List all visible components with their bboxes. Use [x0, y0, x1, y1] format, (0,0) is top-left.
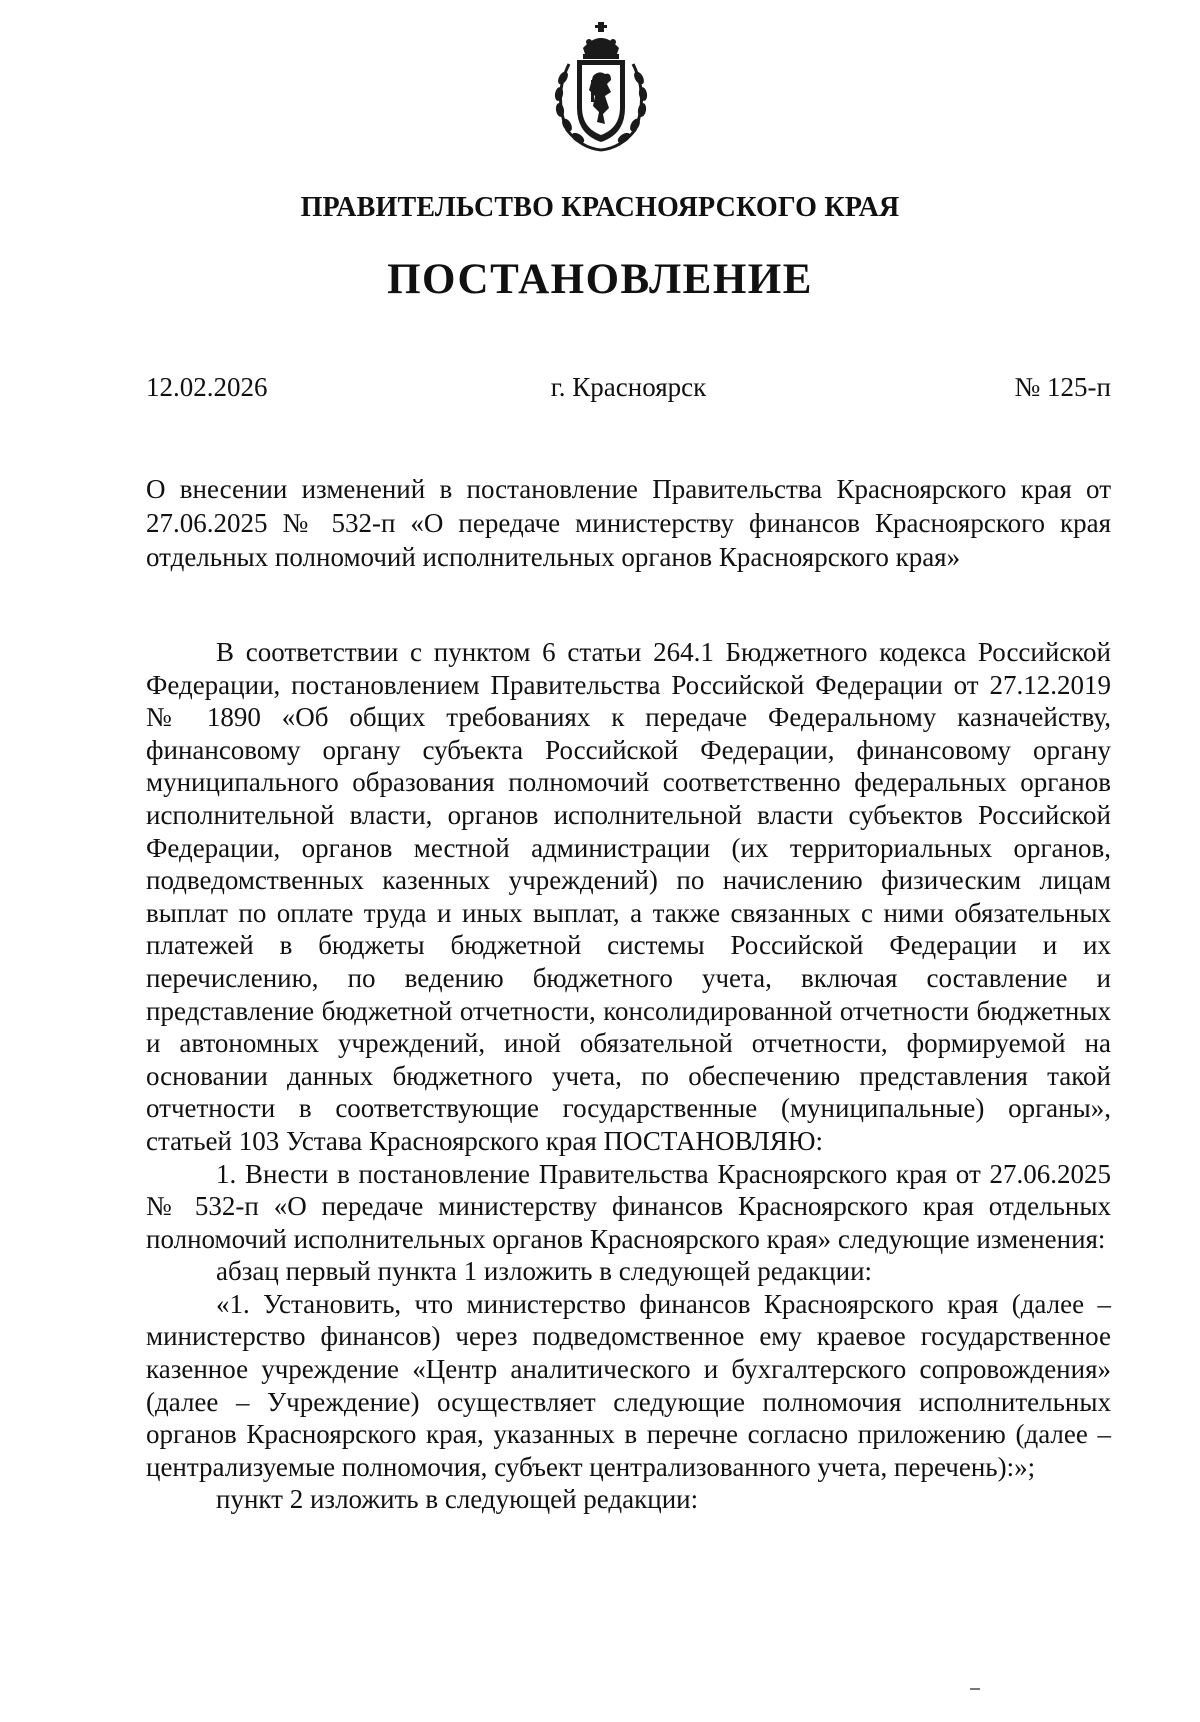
body-paragraph: «1. Установить, что министерство финансов Красноярского края (далее – министерство финансов) через подведомственное ему краевое государственное казенное учреждение «Центр аналитического и бухгалтерского сопровождения» (далее – Учреждение) осуществляет следующие полномочия исполнительных органов Красноярского края, указанных в перечне согласно приложению (далее – централизуемые полномочия, субъект централизованного учета, перечень):»; — [146, 1288, 1111, 1482]
coat-of-arms-emblem — [545, 18, 657, 156]
body-paragraph: В соответствии с пунктом 6 статьи 264.1 Бюджетного кодекса Российской Федерации, постановлением Правительства Российской Федерации от 27.12.2019 № 1890 «Об общих требованиях к передаче Федеральному казначейству, финансовому органу субъекта Российской Федерации, финансовому органу муниципального образования полномочий соответственно федеральных органов исполнительной власти, органов исполнительной власти субъектов Российской Федерации, органов местной администрации (их территориальных органов, подведомственных казенных учреждений) по начислению физическим лицам выплат по оплате труда и иных выплат, а также связанных с ними обязательных платежей в бюджеты бюджетной системы Российской Федерации и их перечислению, по ведению бюджетного учета, включая составление и представление бюджетной отчетности, консолидированной отчетности бюджетных и автономных учреждений, иной обязательной отчетности, формируемой на основании данных бюджетного учета, по обеспечению представления такой отчетности в соответствующие государственные (муниципальные) органы», статьей 103 Устава Красноярского края ПОСТАНОВЛЯЮ: — [146, 637, 1111, 1156]
document-number: № 125-п — [1014, 372, 1111, 402]
document-type-title: ПОСТАНОВЛЕНИЕ — [387, 256, 813, 303]
scan-artifact-mark — [970, 1688, 980, 1690]
document-subject: О внесении изменений в постановление Правительства Красноярского края от 27.06.2025 № 532-п «О передаче министерству финансов Красноярского края отдельных полномочий исполнительных органов Красноярского края» — [146, 474, 1111, 572]
body-paragraph: 1. Внести в постановление Правительства Красноярского края от 27.06.2025 № 532-п «О передаче министерству финансов Красноярского края отдельных полномочий исполнительных органов Красноярского края» следующие изменения: — [146, 1158, 1111, 1254]
body-paragraph: абзац первый пункта 1 изложить в следующей редакции: — [216, 1256, 873, 1287]
document-city: г. Красноярск — [550, 372, 707, 402]
document-date: 12.02.2026 — [146, 372, 268, 402]
document-body — [146, 636, 1111, 1516]
body-paragraph: пункт 2 изложить в следующей редакции: — [216, 1484, 699, 1515]
organization-title: ПРАВИТЕЛЬСТВО КРАСНОЯРСКОГО КРАЯ — [300, 192, 900, 223]
document-meta-row — [146, 372, 1111, 412]
